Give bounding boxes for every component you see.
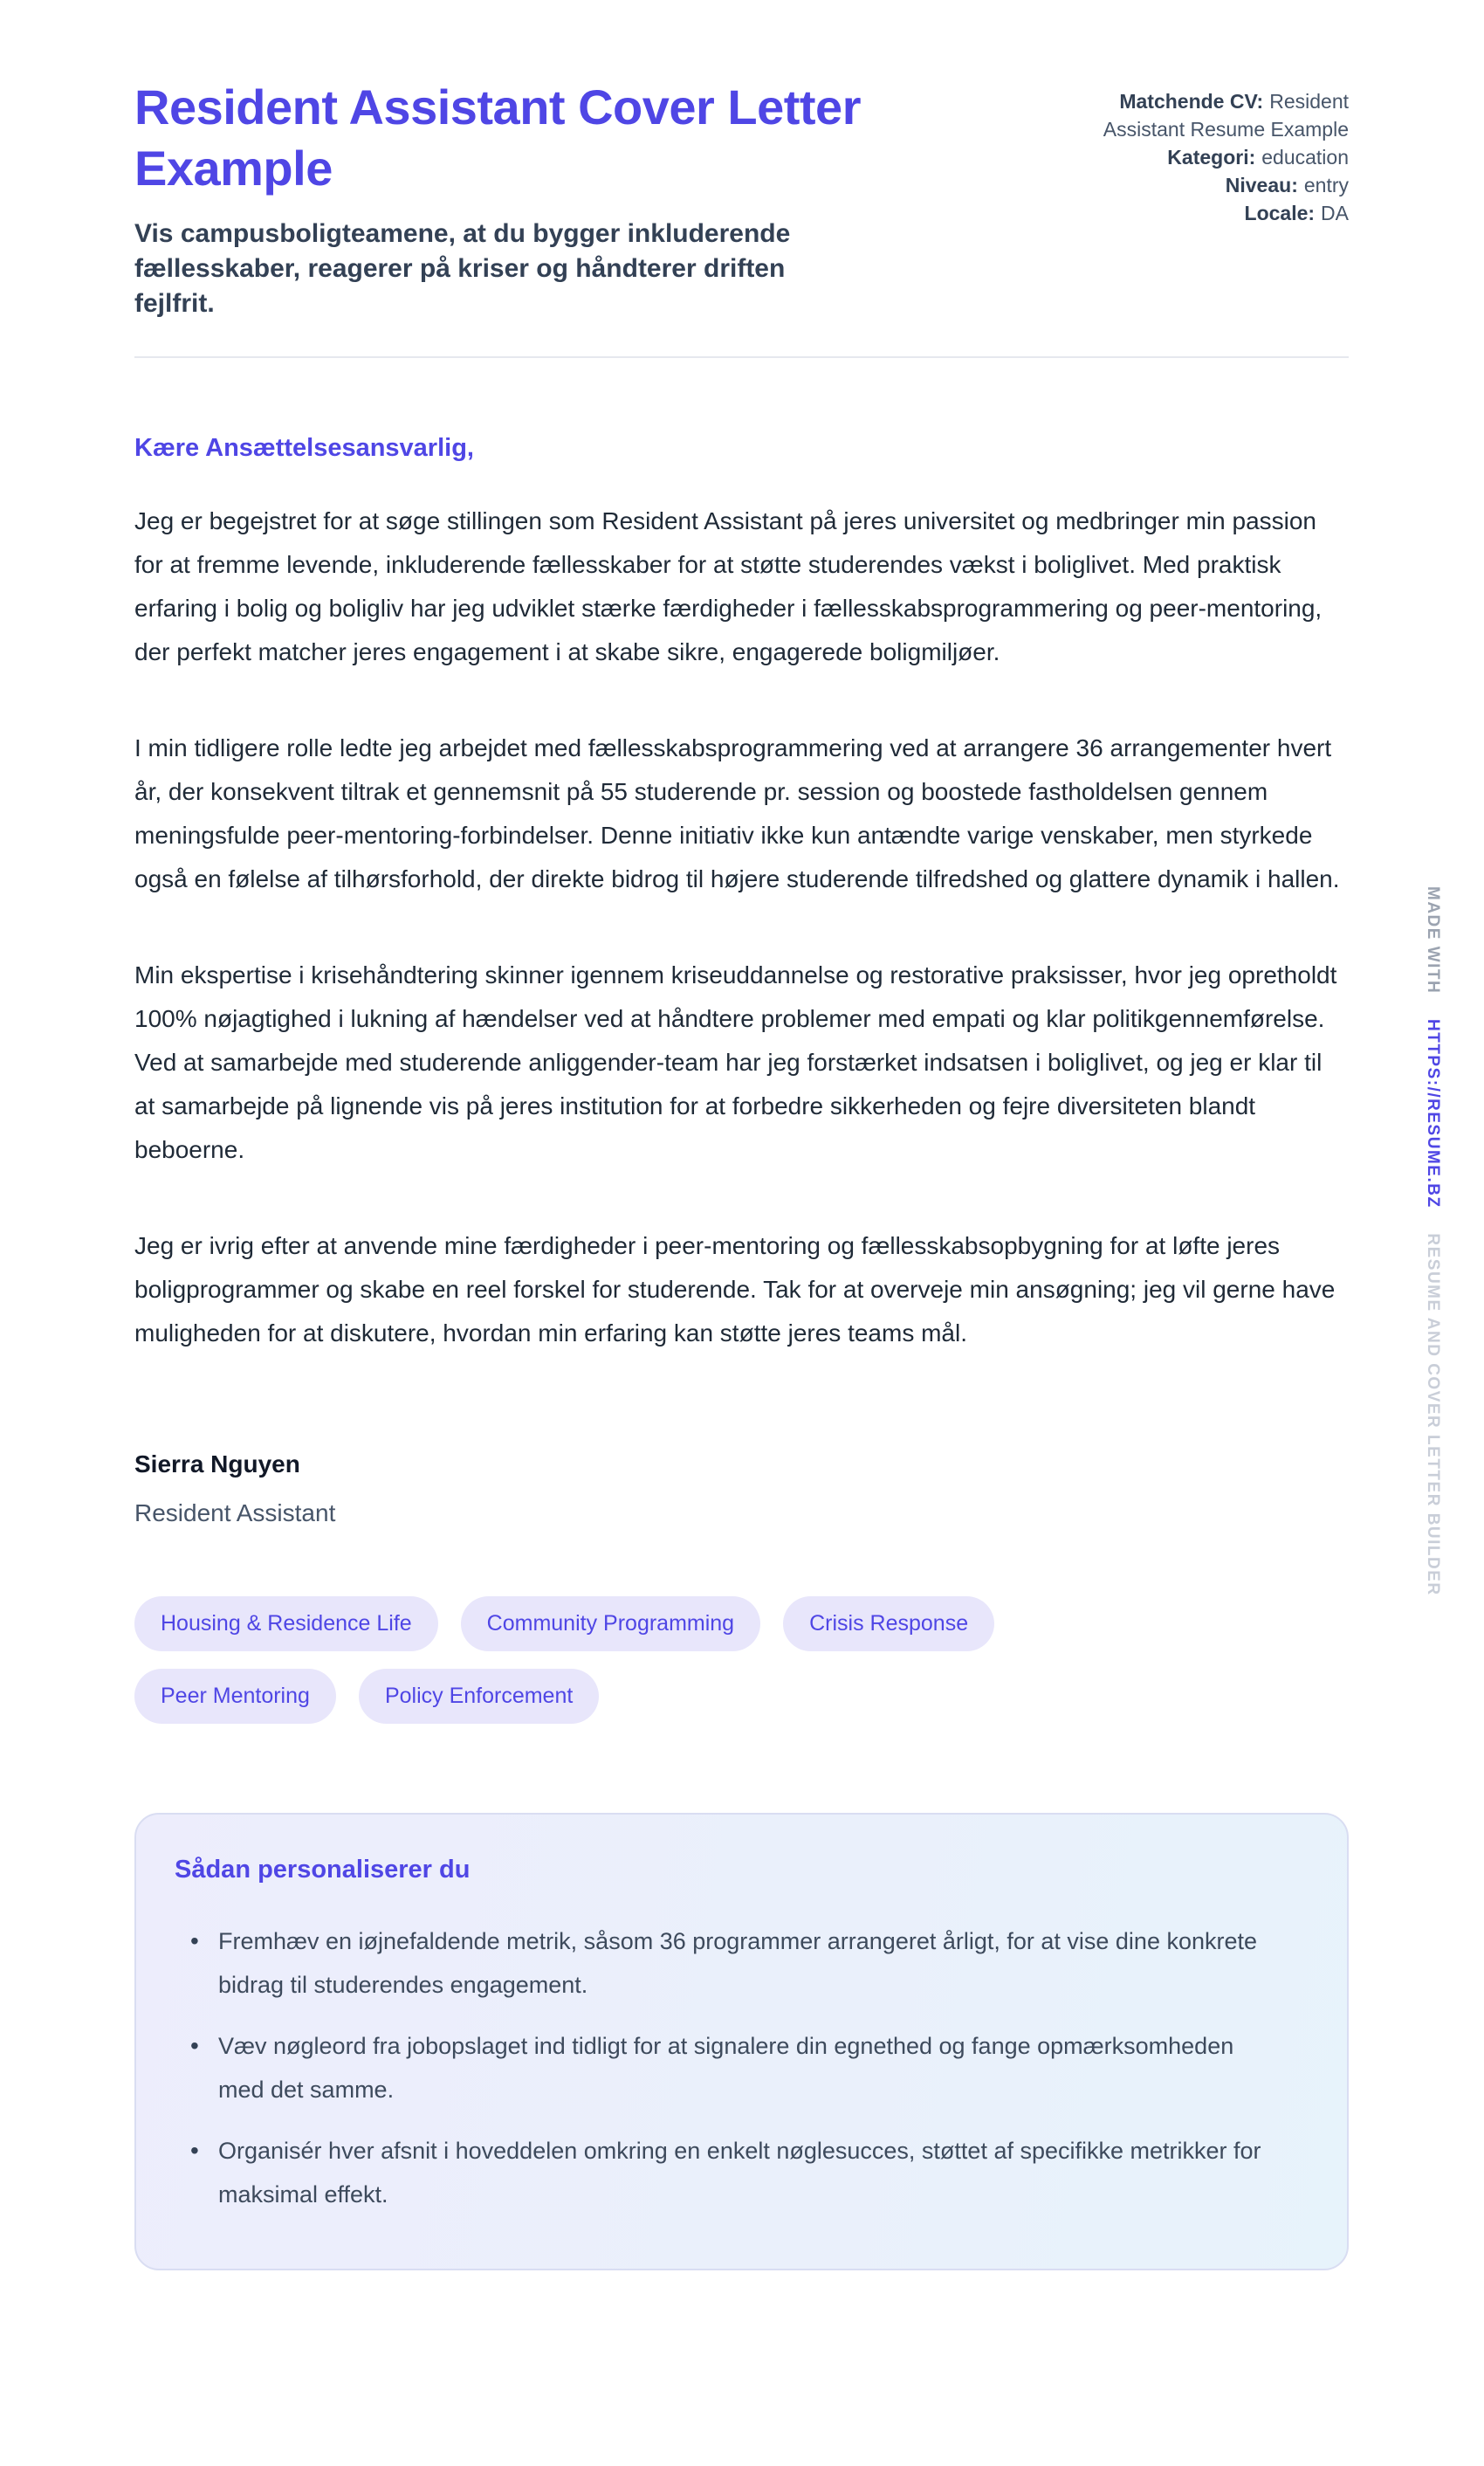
tip-item: • Organisér hver afsnit i hoveddelen omkring en enkelt nøglesucces, støttet af specifikke metrikker for maksimal effekt. <box>187 2129 1269 2216</box>
personalization-tips-card <box>134 1813 1349 2270</box>
letter-paragraph: Min ekspertise i krisehåndtering skinner igennem kriseuddannelse og restorative praksisser, hvor jeg opretholdt 100% nøjagtighed i lukning af hændelser ved at håndtere problemer med empati og klar politikgennemførelse. Ved at samarbejde med studerende anliggender-team har jeg forstærket indsatsen i boliglivet, og jeg er klar til at samarbejde på lignende vis på jeres institution for at forbedre sikkerheden og fejre diversiteten blandt beboerne. <box>134 961 1337 1163</box>
meta-value: DA <box>1321 202 1349 224</box>
skill-tags <box>134 1596 1095 1724</box>
signature-block <box>134 1443 1349 1535</box>
letter-paragraph: I min tidligere rolle ledte jeg arbejdet med fællesskabsprogrammering ved at arrangere 36 arrangementer hvert år, der konsekvent tiltrak et gennemsnit på 55 studerende pr. session og boostede fastholdelsen gennem meningsfulde peer-mentoring-forbindelser. Denne initiativ ikke kun antændte varige venskaber, men styrkede også en følelse af tilhørsforhold, der direkte bidrog til højere studerende tilfredshed og glattere dynamik i hallen. <box>134 734 1340 892</box>
meta-label: Matchende CV: <box>1119 90 1264 113</box>
tip-item: • Fremhæv en iøjnefaldende metrik, såsom 36 programmer arrangeret årligt, for at vise dine konkrete bidrag til studerendes engagement. <box>187 1919 1269 2007</box>
meta-panel <box>1048 77 1349 227</box>
tips-heading: Sådan personaliserer du <box>175 1856 471 1884</box>
signature-name: Sierra Nguyen <box>134 1450 300 1478</box>
meta-row-matching-cv <box>1048 87 1349 143</box>
meta-row-level <box>1048 171 1349 199</box>
letter-paragraph: Jeg er ivrig efter at anvende mine færdigheder i peer-mentoring og fællesskabsopbygning for at løfte jeres boligprogrammer og skabe en reel forskel for studerende. Tak for at overveje min ansøgning; jeg vil gerne have muligheden for at diskutere, hvordan min erfaring kan støtte jeres teams mål. <box>134 1232 1336 1347</box>
tip-item: • Væv nøgleord fra jobopslaget ind tidligt for at signalere din egnethed og fange opmærksomheden med det samme. <box>187 2024 1269 2111</box>
page-subtitle: Vis campusboligteamene, at du bygger inkluderende fællesskaber, reagerer på kriser og håndterer driften fejlfrit. <box>134 219 791 318</box>
header-divider <box>134 356 1349 358</box>
page-title: Resident Assistant Cover Letter Example <box>134 79 861 196</box>
header <box>134 77 1349 321</box>
title-block <box>134 77 938 321</box>
meta-label: Niveau: <box>1225 174 1298 196</box>
watermark-prefix: MADE WITH <box>1424 886 1442 995</box>
made-with-watermark <box>1423 886 1442 1596</box>
meta-row-category <box>1048 143 1349 171</box>
watermark-suffix: RESUME AND COVER LETTER BUILDER <box>1424 1233 1442 1596</box>
meta-row-locale <box>1048 199 1349 227</box>
meta-label: Kategori: <box>1167 146 1256 169</box>
tag-pill-policy-enforcement[interactable]: Policy Enforcement <box>359 1669 599 1724</box>
signature-role: Resident Assistant <box>134 1499 336 1526</box>
tag-pill-housing-residence-life[interactable]: Housing & Residence Life <box>134 1596 438 1651</box>
watermark-link[interactable]: HTTPS://RESUME.BZ <box>1424 1019 1442 1209</box>
tips-list <box>187 1919 1305 2216</box>
tag-pill-crisis-response[interactable]: Crisis Response <box>783 1596 994 1651</box>
letter-paragraph: Jeg er begejstret for at søge stillingen som Resident Assistant på jeres universitet og medbringer min passion for at fremme levende, inkluderende fællesskaber for at støtte studerendes vækst i boliglivet. Med praktisk erfaring i bolig og boligliv har jeg udviklet stærke færdigheder i fællesskabsprogrammering og peer-mentoring, der perfekt matcher jeres engagement i at skabe sikre, engagerede boligmiljøer. <box>134 507 1323 665</box>
meta-value: entry <box>1303 174 1349 196</box>
meta-value: education <box>1261 146 1349 169</box>
meta-value: Resident Assistant Resume Example <box>1103 90 1349 141</box>
letter-greeting: Kære Ansættelsesansvarlig, <box>134 434 474 462</box>
tag-pill-peer-mentoring[interactable]: Peer Mentoring <box>134 1669 336 1724</box>
meta-label: Locale: <box>1244 202 1316 224</box>
tag-pill-community-programming[interactable]: Community Programming <box>461 1596 760 1651</box>
cover-letter-body <box>134 426 1349 1535</box>
